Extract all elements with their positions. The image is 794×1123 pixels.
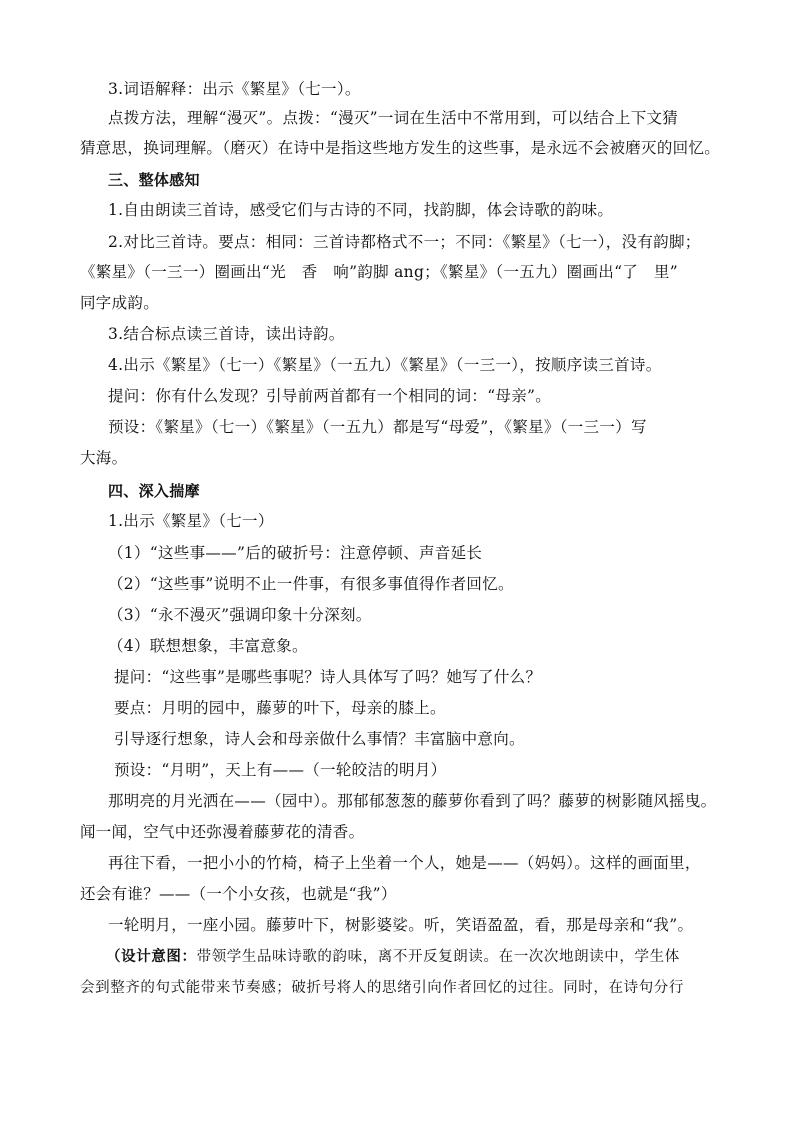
text-line: 提问：你有什么发现？引导前两首都有一个相同的词：“母亲”。 bbox=[108, 387, 552, 405]
text-line: 闻一闻，空气中还弥漫着藤萝花的清香。 bbox=[80, 823, 365, 841]
text-line: 大海。 bbox=[80, 449, 128, 467]
text-line: 还会有谁？——（一个小女孩，也就是“我”） bbox=[80, 885, 397, 903]
text-line: 要点：月明的园中，藤萝的叶下，母亲的膝上。 bbox=[114, 699, 446, 717]
design-note-label: （设计意图： bbox=[106, 949, 197, 965]
design-note-line bbox=[106, 947, 680, 967]
text-line: 点拨方法，理解“漫灭”。点拨：“漫灭”一词在生活中不常用到，可以结合上下文猜 bbox=[108, 109, 679, 127]
text-line: 那明亮的月光洒在——（园中）。那郁郁葱葱的藤萝你看到了吗？藤萝的树影随风摇曳。 bbox=[108, 792, 717, 810]
text-line: 《繁星》（一三一）圈画出“光 香 响”韵脚 ang；《繁星》（一五九）圈画出“了 里” bbox=[80, 263, 678, 281]
text-line: 一轮明月，一座小园。藤萝叶下，树影婆娑。听，笑语盈盈，看，那是母亲和“我”。 bbox=[108, 916, 694, 934]
text-line: 引导逐行想象，诗人会和母亲做什么事情？丰富脑中意向。 bbox=[114, 730, 525, 748]
text-line: （3）“永不漫灭”强调印象十分深刻。 bbox=[108, 606, 372, 624]
text-line: 预设：《繁星》（七一）《繁星》（一五九）都是写“母爱”，《繁星》（一三一）写 bbox=[108, 418, 647, 436]
text-line: 再往下看，一把小小的竹椅，椅子上坐着一个人，她是——（妈妈）。这样的画面里， bbox=[108, 854, 701, 872]
section-heading: 四、深入揣摩 bbox=[108, 482, 200, 500]
text-line: 4.出示《繁星》（七一）《繁星》（一五九）《繁星》（一三一），按顺序读三首诗。 bbox=[108, 356, 662, 374]
text-line: 2.对比三首诗。要点：相同：三首诗都格式不一；不同：《繁星》（七一），没有韵脚； bbox=[108, 233, 701, 251]
text-line: 预设：“月明”，天上有——（一轮皎洁的明月） bbox=[114, 761, 447, 779]
text-line: （4）联想想象，丰富意象。 bbox=[108, 637, 308, 655]
design-note-text: 带领学生品味诗歌的韵味，离不开反复朗读。在一次次地朗读中，学生体 bbox=[196, 949, 680, 965]
text-line: 3.结合标点读三首诗，读出诗韵。 bbox=[108, 325, 345, 343]
text-line: 猜意思，换词理解。（磨灭）在诗中是指这些地方发生的这些事，是永远不会被磨灭的回忆。 bbox=[80, 139, 721, 157]
text-line: 1.自由朗读三首诗，感受它们与古诗的不同，找韵脚，体会诗歌的韵味。 bbox=[108, 201, 614, 219]
text-line: （2）“这些事”说明不止一件事，有很多事值得作者回忆。 bbox=[108, 575, 514, 593]
section-heading: 三、整体感知 bbox=[108, 171, 200, 189]
text-line: 提问：“这些事”是哪些事呢？诗人具体写了吗？她写了什么？ bbox=[114, 668, 542, 686]
design-note-line: 会到整齐的句式能带来节奏感；破折号将人的思绪引向作者回忆的过往。同时，在诗句分行 bbox=[80, 980, 684, 996]
text-line: 1.出示《繁星》（七一） bbox=[108, 512, 274, 530]
text-line: 同字成韵。 bbox=[80, 294, 160, 312]
text-line: （1）“这些事——”后的破折号：注意停顿、声音延长 bbox=[108, 544, 483, 562]
text-line: 3.词语解释：出示《繁星》（七一）。 bbox=[108, 80, 361, 98]
